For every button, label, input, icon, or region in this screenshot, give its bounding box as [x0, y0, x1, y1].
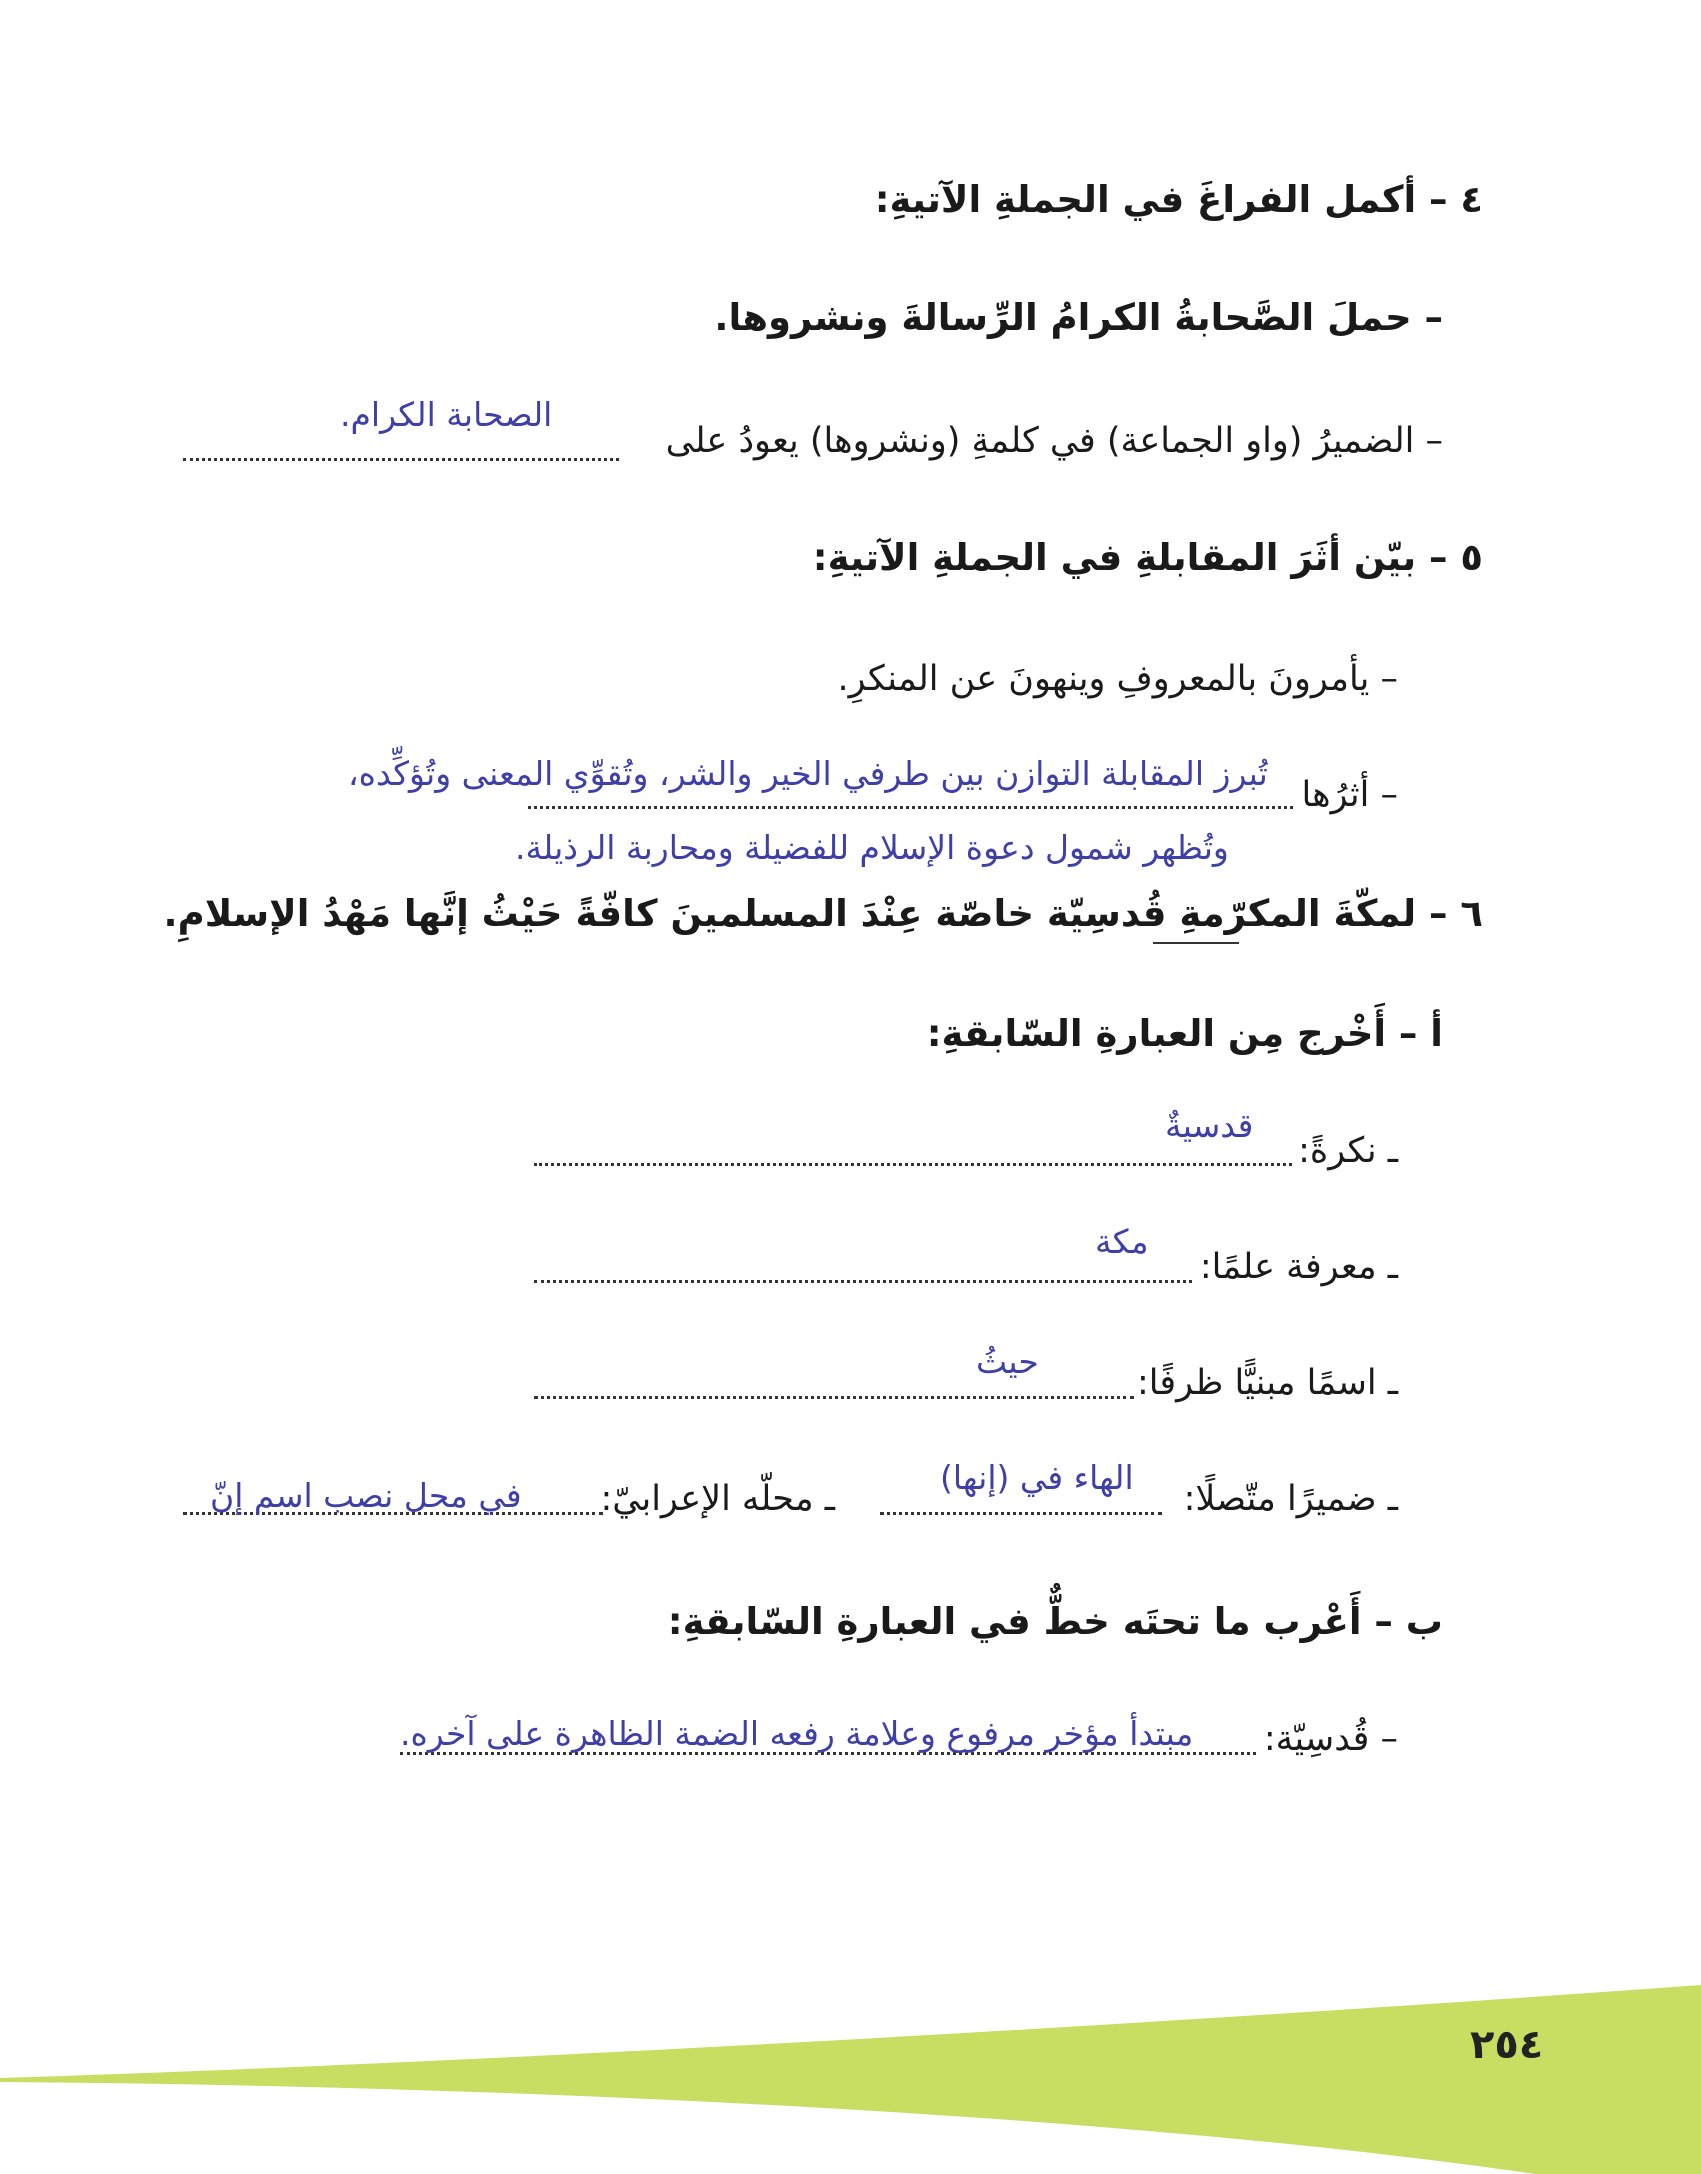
- nakira-label: ـ نكرةً:: [1298, 1131, 1398, 1171]
- q4-sentence: – حملَ الصَّحابةُ الكرامُ الرِّسالةَ ونشروها.: [714, 296, 1443, 339]
- mahal-label: ـ محلّه الإعرابيّ:: [600, 1479, 835, 1519]
- q4-prompt: – الضميرُ (واو الجماعة) في كلمةِ (ونشروها) يعودُ على: [665, 421, 1443, 461]
- maarifa-answer: مكة: [1095, 1222, 1149, 1261]
- mahal-answer: في محل نصب اسم إنّ: [210, 1476, 522, 1515]
- footer-band-shape: [0, 1985, 1701, 2174]
- part-a-heading: أ – أَخْرج مِن العبارةِ السّابقةِ:: [926, 1012, 1443, 1055]
- ism-answer: حيثُ: [976, 1342, 1039, 1381]
- page-number: ٢٥٤: [1470, 2022, 1544, 2068]
- damir-label: ـ ضميرًا متّصلًا:: [1183, 1479, 1398, 1519]
- q5-sentence: – يأمرونَ بالمعروفِ وينهونَ عن المنكرِ.: [837, 659, 1398, 699]
- q5-heading: ٥ – بيّن أثَرَ المقابلةِ في الجملةِ الآتيةِ:: [812, 536, 1483, 579]
- q4-answer: الصحابة الكرام.: [340, 395, 553, 434]
- part-b-heading: ب – أَعْرب ما تحتَه خطٌّ في العبارةِ السّابقةِ:: [667, 1600, 1443, 1643]
- q5-answer-line2: وتُظهر شمول دعوة الإسلام للفضيلة ومحاربة الرذيلة.: [515, 828, 1229, 867]
- q4-heading: ٤ – أكمل الفراغَ في الجملةِ الآتيةِ:: [874, 178, 1483, 221]
- part-b-answer: مبتدأ مؤخر مرفوع وعلامة رفعه الضمة الظاهرة على آخره.: [400, 1714, 1194, 1753]
- nakira-answer: قدسيةٌ: [1165, 1106, 1254, 1145]
- part-b-label: – قُدسِيّة:: [1263, 1719, 1398, 1759]
- q5-answer-line1: تُبرز المقابلة التوازن بين طرفي الخير والشر، وتُقوِّي المعنى وتُؤكِّده،: [348, 754, 1268, 793]
- maarifa-label: ـ معرفة علمًا:: [1199, 1247, 1398, 1287]
- q5-prompt: – أثرُها: [1301, 775, 1398, 815]
- ism-label: ـ اسمًا مبنيًّا ظرفًا:: [1136, 1363, 1398, 1403]
- damir-answer: الهاء في (إنها): [940, 1458, 1134, 1497]
- q6-heading: ٦ – لمكّةَ المكرّمةِ قُدسِيّة خاصّة عِنْدَ المسلمينَ كافّةً حَيْثُ إنَّها مَهْدُ الإسلامِ.: [163, 892, 1483, 935]
